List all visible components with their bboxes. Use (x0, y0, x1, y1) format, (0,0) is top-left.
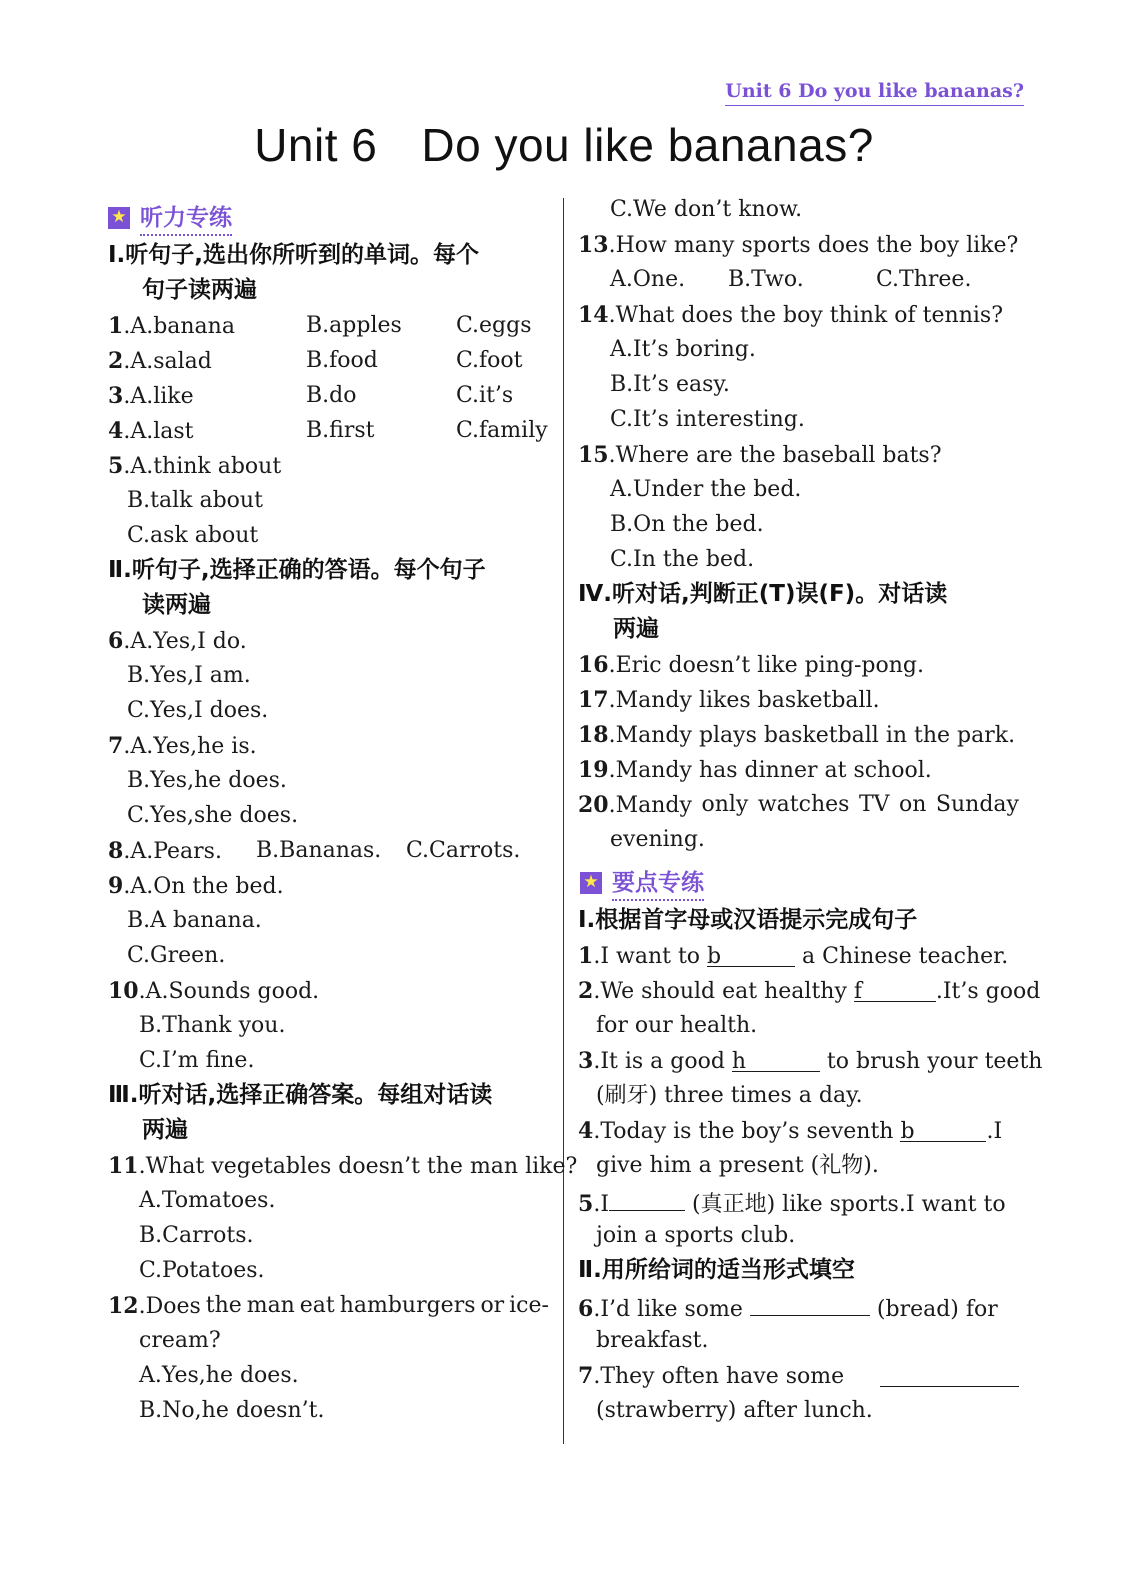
option: B.food (306, 348, 378, 373)
option: C.Green. (127, 943, 226, 968)
question-1: 1.A.banana (108, 313, 235, 339)
section-heading: Ⅲ.听对话,选择正确答案。每组对话读 (108, 1082, 493, 1108)
option: C.eggs (456, 313, 532, 338)
question-18: 18.Mandy plays basketball in the park. (578, 722, 1016, 748)
option: C.foot (456, 348, 523, 373)
page-title: Unit 6 Do you like bananas? (254, 119, 874, 171)
option: B.Bananas. (256, 838, 382, 863)
answer-blank[interactable]: b (900, 1119, 986, 1142)
section-heading: Ⅰ.根据首字母或汉语提示完成句子 (578, 907, 918, 933)
question-12-cont: cream? (139, 1328, 221, 1353)
answer-blank[interactable] (609, 1188, 685, 1211)
question-19: 19.Mandy has dinner at school. (578, 757, 932, 783)
option: B.Two. (728, 267, 804, 292)
question-14: 14.What does the boy think of tennis? (578, 302, 1003, 328)
fill-item-3-cont: (刷牙) three times a day. (596, 1083, 863, 1108)
option: C.In the bed. (610, 547, 755, 572)
key-points-section-badge (580, 864, 704, 901)
section-heading-cont: 读两遍 (142, 592, 211, 618)
option: B.On the bed. (610, 512, 764, 537)
question-12: 12.Does the man eat hamburgers or ice- (108, 1293, 549, 1319)
option: A.It’s boring. (610, 337, 756, 362)
question-4: 4.A.last (108, 418, 194, 444)
answer-blank[interactable]: f (854, 979, 936, 1002)
fill-item-3: 3.It is a good h to brush your teeth (578, 1048, 1043, 1074)
question-5: 5.A.think about (108, 453, 282, 479)
option: B.Carrots. (139, 1223, 254, 1248)
option: C.Potatoes. (139, 1258, 265, 1283)
option: C.it’s (456, 383, 514, 408)
option: B.No,he doesn’t. (139, 1398, 325, 1423)
question-17: 17.Mandy likes basketball. (578, 687, 880, 713)
option: C.ask about (127, 523, 259, 548)
option: C.Three. (876, 267, 972, 292)
section-heading-cont: 句子读两遍 (142, 277, 257, 303)
section-heading-cont: 两遍 (613, 616, 659, 642)
option: C.Yes,I does. (127, 698, 269, 723)
fill-item-6-cont: breakfast. (596, 1328, 709, 1353)
fill-item-4: 4.Today is the boy’s seventh b .I (578, 1118, 1003, 1144)
question-9: 9.A.On the bed. (108, 873, 284, 899)
option: B.Yes,I am. (127, 663, 251, 688)
option: A.Yes,he does. (139, 1363, 299, 1388)
option: B.talk about (127, 488, 263, 513)
fill-item-2: 2.We should eat healthy f .It’s good (578, 978, 1041, 1004)
section-heading: Ⅰ.听句子,选出你所听到的单词。每个 (108, 242, 480, 268)
fill-item-7-cont: (strawberry) after lunch. (596, 1398, 873, 1423)
star-icon: ★ (108, 207, 130, 229)
answer-blank[interactable]: h (732, 1049, 820, 1072)
section-heading-cont: 两遍 (142, 1117, 188, 1143)
answer-blank[interactable] (750, 1293, 870, 1316)
badge-label: 要点专练 (612, 864, 704, 901)
fill-item-6: 6.I’d like some (bread) for (578, 1293, 998, 1323)
question-13: 13.How many sports does the boy like? (578, 232, 1019, 258)
option: C.It’s interesting. (610, 407, 805, 432)
section-heading: Ⅱ.用所给词的适当形式填空 (578, 1257, 855, 1283)
badge-label: 听力专练 (140, 199, 232, 236)
fill-item-7: 7.They often have some (578, 1363, 845, 1389)
answer-blank[interactable]: b (707, 944, 795, 967)
question-2: 2.A.salad (108, 348, 212, 374)
option: B.It’s easy. (610, 372, 730, 397)
option: B.Yes,he does. (127, 768, 287, 793)
fill-item-2-cont: for our health. (596, 1013, 758, 1038)
column-divider (563, 198, 564, 1444)
question-16: 16.Eric doesn’t like ping-pong. (578, 652, 924, 678)
option: B.do (306, 383, 357, 408)
option: C.I’m fine. (139, 1048, 255, 1073)
option: C.family (456, 418, 548, 443)
question-3: 3.A.like (108, 383, 194, 409)
option: B.apples (306, 313, 402, 338)
question-20-cont: evening. (610, 827, 705, 852)
question-11: 11.What vegetables doesn’t the man like? (108, 1153, 578, 1179)
question-7: 7.A.Yes,he is. (108, 733, 257, 759)
listening-section-badge (108, 199, 232, 236)
answer-blank[interactable] (880, 1362, 1019, 1387)
running-head: Unit 6 Do you like bananas? (725, 80, 1024, 106)
section-heading: Ⅳ.听对话,判断正(T)误(F)。对话读 (578, 581, 948, 607)
option: B.A banana. (127, 908, 262, 933)
question-8: 8.A.Pears. (108, 838, 222, 864)
option: C.Yes,she does. (127, 803, 299, 828)
option: A.Tomatoes. (139, 1188, 276, 1213)
question-10: 10.A.Sounds good. (108, 978, 320, 1004)
fill-item-5-cont: join a sports club. (596, 1223, 796, 1248)
fill-item-4-cont: give him a present (礼物). (596, 1153, 879, 1178)
section-heading: Ⅱ.听句子,选择正确的答语。每个句子 (108, 557, 486, 583)
question-15: 15.Where are the baseball bats? (578, 442, 942, 468)
option: C.Carrots. (406, 838, 521, 863)
fill-item-5: 5.I (真正地) like sports.I want to (578, 1188, 1006, 1218)
option: B.Thank you. (139, 1013, 286, 1038)
option: B.first (306, 418, 375, 443)
option: A.One. (610, 267, 686, 292)
option: A.Under the bed. (610, 477, 802, 502)
star-icon: ★ (580, 872, 602, 894)
fill-item-1: 1.I want to b a Chinese teacher. (578, 943, 1009, 969)
question-6: 6.A.Yes,I do. (108, 628, 247, 654)
option: C.We don’t know. (610, 197, 803, 222)
question-20: 20.Mandy only watches TV on Sunday (578, 792, 1019, 818)
